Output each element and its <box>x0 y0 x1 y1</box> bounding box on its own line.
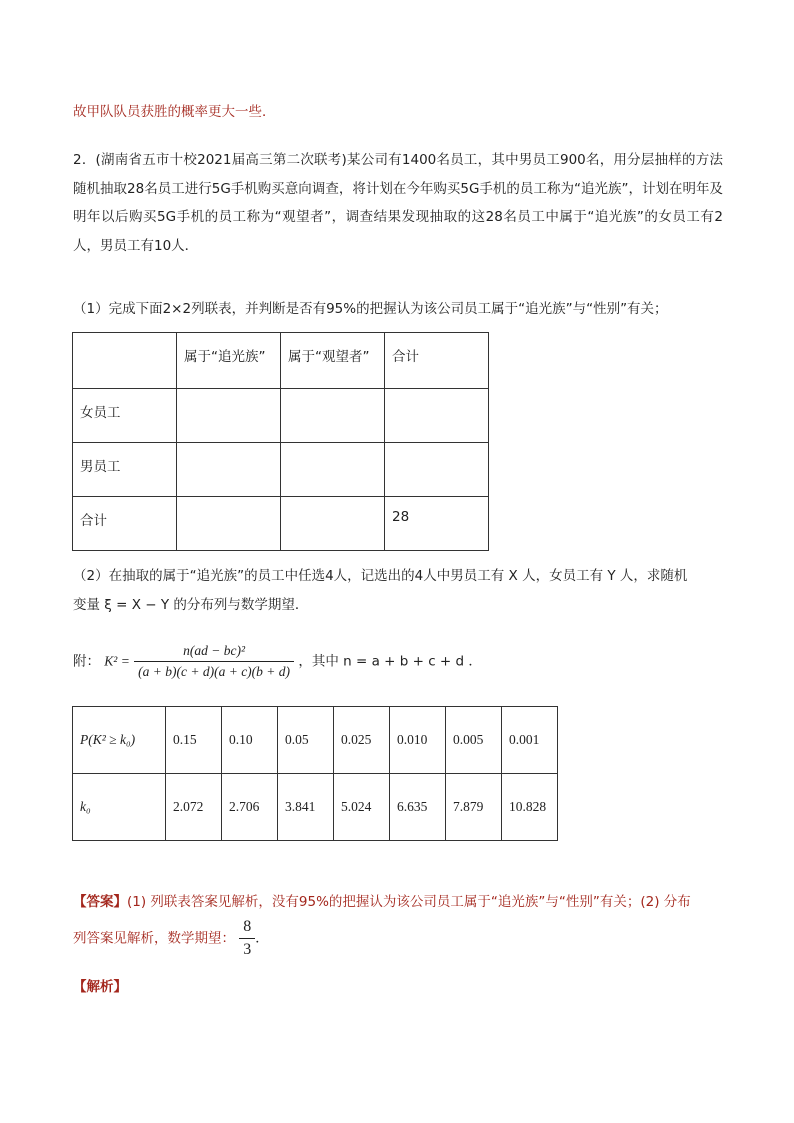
probability-cell: 0.001 <box>502 707 558 774</box>
table-cell <box>177 389 281 443</box>
formula-lhs: K² = <box>104 653 130 669</box>
table-header-cell: 属于“观望者” <box>281 333 385 389</box>
formula-numerator: n(ad − bc)² <box>183 643 246 658</box>
table-row <box>73 497 489 551</box>
answer-text-2: 列答案见解析，数学期望： <box>73 930 235 947</box>
table-cell <box>281 443 385 497</box>
answer-tag: 【答案】 <box>73 894 127 910</box>
table-cell: 女员工 <box>73 389 177 443</box>
answer-line-2 <box>73 918 269 959</box>
answer-end: ． <box>255 930 269 947</box>
critical-value-cell: 2.072 <box>166 774 222 841</box>
table-header-cell: 属于“追光族” <box>177 333 281 389</box>
critical-value-cell: 2.706 <box>222 774 278 841</box>
appendix-label: 附： <box>73 653 100 670</box>
probability-cell: 0.15 <box>166 707 222 774</box>
table-cell: 合计 <box>73 497 177 551</box>
critical-value-label: k₀ <box>73 774 166 841</box>
answer-fraction <box>239 918 255 959</box>
answer-text-1: (1) 列联表答案见解析，没有95%的把握认为该公司员工属于“追光族”与“性别”有关；(2) 分布 <box>127 894 691 910</box>
formula-tail: ，其中 n = a + b + c + d ． <box>298 653 482 670</box>
table-header-cell <box>73 333 177 389</box>
critical-value-cell: 6.635 <box>390 774 446 841</box>
formula-fraction <box>134 643 294 680</box>
critical-value-row <box>73 774 558 841</box>
probability-cell: 0.010 <box>390 707 446 774</box>
critical-value-cell: 10.828 <box>502 774 558 841</box>
table-cell <box>385 443 489 497</box>
table-row <box>73 443 489 497</box>
table-row <box>73 389 489 443</box>
answer-line-1 <box>73 890 691 910</box>
answer-frac-den: 3 <box>239 938 255 959</box>
table-cell <box>385 389 489 443</box>
critical-value-cell: 5.024 <box>334 774 390 841</box>
problem-stem: 某公司有1400名员工，其中男员工900名，用分层抽样的方法随机抽取28名员工进行5G手机购买意向调查，将计划在今年购买5G手机的员工称为“追光族”，计划在明年及明年以后购买5G手机的员工称为“观望者”，调查结果发现抽取的这28名员工中属于“追光族”的女员工有2人，男员工有10人． <box>73 152 724 254</box>
table-cell <box>177 497 281 551</box>
table-header-cell: 合计 <box>385 333 489 389</box>
probability-label: P(K² ≥ k₀) <box>73 707 166 774</box>
probability-cell: 0.025 <box>334 707 390 774</box>
table-cell <box>281 389 385 443</box>
problem-2 <box>73 146 723 260</box>
table-cell: 男员工 <box>73 443 177 497</box>
probability-cell: 0.005 <box>446 707 502 774</box>
probability-row <box>73 707 558 774</box>
critical-value-table <box>72 706 558 841</box>
intro-line: 故甲队队员获胜的概率更大一些． <box>73 104 276 120</box>
appendix-formula <box>73 643 482 680</box>
table-header-row <box>73 333 489 389</box>
problem-source: (湖南省五市十校2021届高三第二次联考) <box>95 152 347 168</box>
part-2-line-2: 变量 ξ = X − Y 的分布列与数学期望． <box>73 597 309 613</box>
critical-value-cell: 7.879 <box>446 774 502 841</box>
table-cell: 28 <box>385 497 489 551</box>
part-2-line-1: （2）在抽取的属于“追光族”的员工中任选4人，记选出的4人中男员工有 X 人，女员工有 Y 人，求随机 <box>73 568 688 584</box>
table-cell <box>177 443 281 497</box>
analysis-tag: 【解析】 <box>73 979 127 995</box>
critical-value-cell: 3.841 <box>278 774 334 841</box>
contingency-table <box>72 332 489 551</box>
problem-number: 2． <box>73 152 96 168</box>
formula-denominator: (a + b)(c + d)(a + c)(b + d) <box>134 661 294 680</box>
table-cell <box>281 497 385 551</box>
part-1-text: （1）完成下面2×2列联表，并判断是否有95%的把握认为该公司员工属于“追光族”与“性别”有关； <box>73 301 668 317</box>
answer-frac-num: 8 <box>243 918 252 935</box>
probability-cell: 0.05 <box>278 707 334 774</box>
probability-cell: 0.10 <box>222 707 278 774</box>
